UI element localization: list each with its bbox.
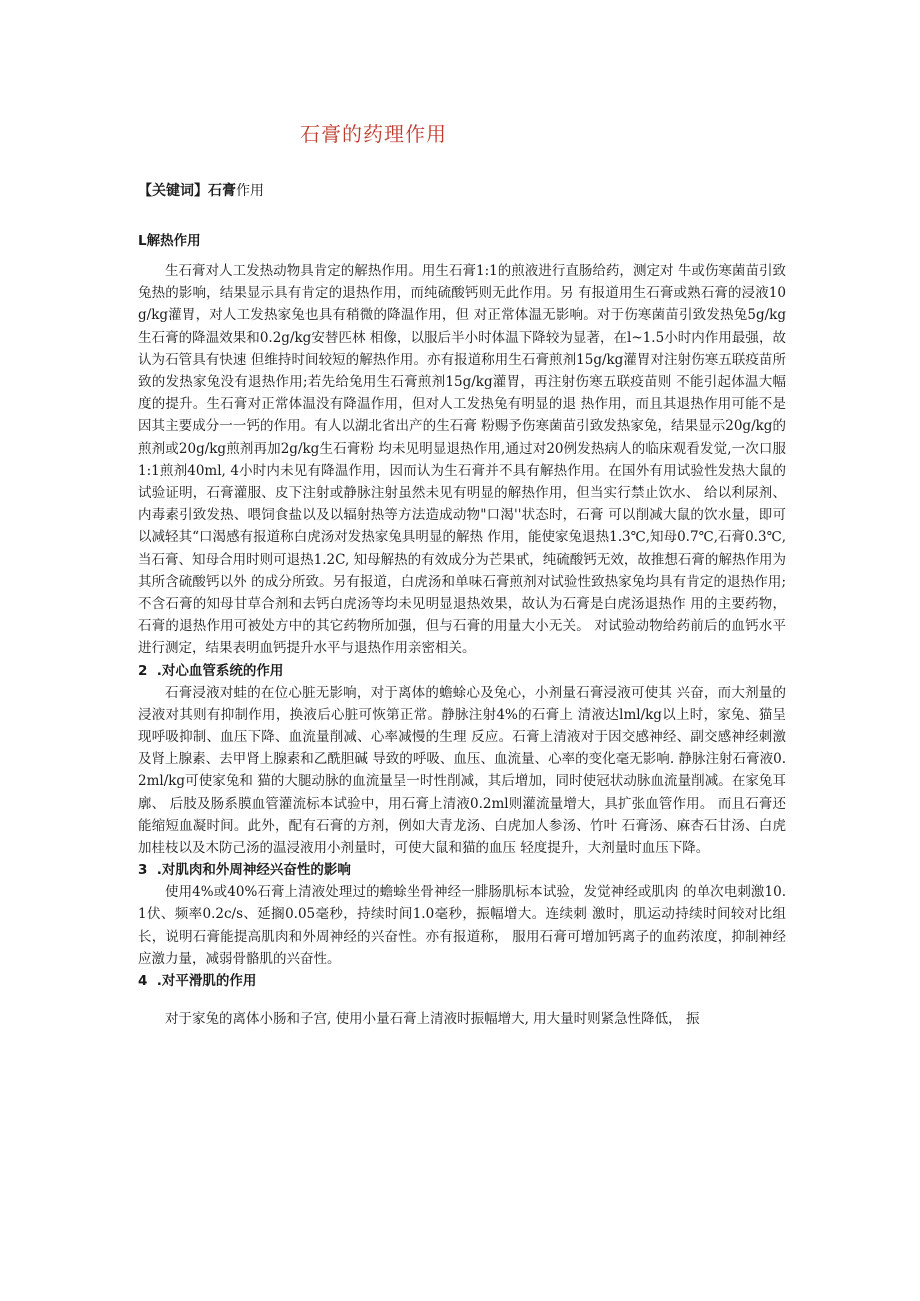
document-body — [138, 230, 786, 1030]
section-paragraph-2: 石膏浸液对蛙的在位心脏无影响，对于离体的蟾蜍心及兔心，小剂量石膏浸液可使其 兴奋，而大剂量的浸液对其则有抑制作用，换液后心脏可恢第正常。静脉注射4%的石膏上 清液达lml/kg以上时，家兔、猫呈现呼吸抑制、血压下降、血流量削减、心率减慢的生理 反应。石膏上清液对于因交感神经、副交感神经刺激及肾上腺素、去甲肾上腺素和乙酰胆碱 导致的呼吸、血压、血流量、心率的变化毫无影响. 静脉注射石膏液0.2ml/kg可使家兔和 猫的大腿动脉的血流量呈一时性削减，其后增加，同时使冠状动脉血流量削减。在家兔耳廓、 后肢及肠系膜血管灌流标本试验中，用石膏上清液0.2ml则灌流量增大，具扩张血管作用。 而且石膏还能缩短血凝时间。此外，配有石膏的方剂，例如大青龙汤、白虎加人参汤、竹叶 石膏汤、麻杏石甘汤、白虎加桂枝以及木防己汤的温浸液用小剂量时，可使大鼠和猫的血压 轻度提升，大剂量时血压下降。 — [138, 684, 786, 857]
section-heading-1: L解热作用 — [138, 233, 201, 249]
section-paragraph-4: 对于家兔的离体小肠和子宫, 使用小量石膏上清液时振幅增大, 用大量时则紧急性降低， 振 — [165, 1011, 700, 1028]
section-paragraph-3: 使用4%或40%石膏上清液处理过的蟾蜍坐骨神经一腓肠肌标本试验，发觉神经或肌肉 的单次电刺激10.1伏、频率0.2c/s、延搁0.05毫秒，持续时间1.0毫秒，振幅增大。连续刺 激时，肌运动持续时间较对比组长，说明石膏能提高肌肉和外周神经的兴奋性。亦有报道称， 服用石膏可增加钙离子的血药浓度，抑制神经应激力量，减弱骨骼肌的兴奋性。 — [138, 884, 786, 967]
section-heading-2: 2 .对心血管系统的作用 — [138, 662, 284, 679]
keywords-value: 作用 — [236, 183, 264, 199]
section-heading-3: 3 .对肌肉和外周神经兴奋性的影响 — [138, 862, 351, 879]
keywords-line — [138, 180, 264, 200]
document-title: 石膏的药理作用 — [300, 122, 447, 146]
section-paragraph-1: 生石膏对人工发热动物具肯定的解热作用。用生石膏1:1的煎液进行直肠给药，测定对 牛或伤寒菌苗引致兔热的影响，结果显示具有肯定的退热作用，而纯硫酸钙则无此作用。另 有报道用生石膏或熟石膏的浸液10g/kg灌胃，对人工发热家兔也具有稍微的降温作用，但 对正常体温无影响。对于伤寒菌苗引致发热兔5g/kg生石膏的降温效果和0.2g/kg安替匹林 相像，以服后半小时体温下降较为显著，在l~1.5小时内作用最强，故认为石管具有快速 但维持时间较短的解热作用。亦有报道称用生石膏煎剂15g/kg灌胃对注射伤寒五联疫苗所 致的发热家兔没有退热作用;若先给兔用生石膏煎剂15g/kg灌胃，再注射伤寒五联疫苗则 不能引起体温大幅度的提升。生石膏对正常体温没有降温作用，但对人工发热兔有明显的退 热作用，而且其退热作用可能不是因其主要成分一一钙的作用。有人以湖北省出产的生石膏 粉赐予伤寒菌苗引致发热家兔，结果显示20g/kg的煎剂或20g/kg煎剂再加2g/kg生石膏粉 均未见明显退热作用,通过对20例发热病人的临床观看发觉,一次口服1:1煎剂40ml, 4小时内未见有降温作用，因而认为生石膏并不具有解热作用。在国外有用试验性发热大鼠的 试验证明，石膏灌服、皮下注射或静脉注射虽然未见有明显的解热作用，但当实行禁止饮水、 给以利尿剂、内毒素引致发热、喂饲食盐以及以辐射热等方法造成动物"口渴''状态时，石膏 可以削减大鼠的饮水量，即可以减轻其“口渴感有报道称白虎汤对发热家兔具明显的解热 作用，能使家兔退热1.3℃,知母0.7℃,石膏0.3℃,当石膏、知母合用时则可退热1.2C, 知母解热的有效成分为芒果甙，纯硫酸钙无效，故推想石膏的解热作用为其所含硫酸钙以外 的成分所致。另有报道，白虎汤和单味石膏煎剂对试验性致热家兔均具有肯定的退热作用;不含石膏的知母甘草合剂和去钙白虎汤等均未见明显退热效果，故认为石膏是白虎汤退热作 用的主要药物，石膏的退热作用可被处方中的其它药物所加强，但与石膏的用量大小无关。 对试验动物给药前后的血钙水平进行测定，结果表明血钙提升水平与退热作用亲密相关。 — [138, 263, 786, 657]
section-heading-4: 4 .对平滑肌的作用 — [138, 973, 257, 990]
keywords-label: 【关键词】石膏 — [138, 183, 236, 199]
